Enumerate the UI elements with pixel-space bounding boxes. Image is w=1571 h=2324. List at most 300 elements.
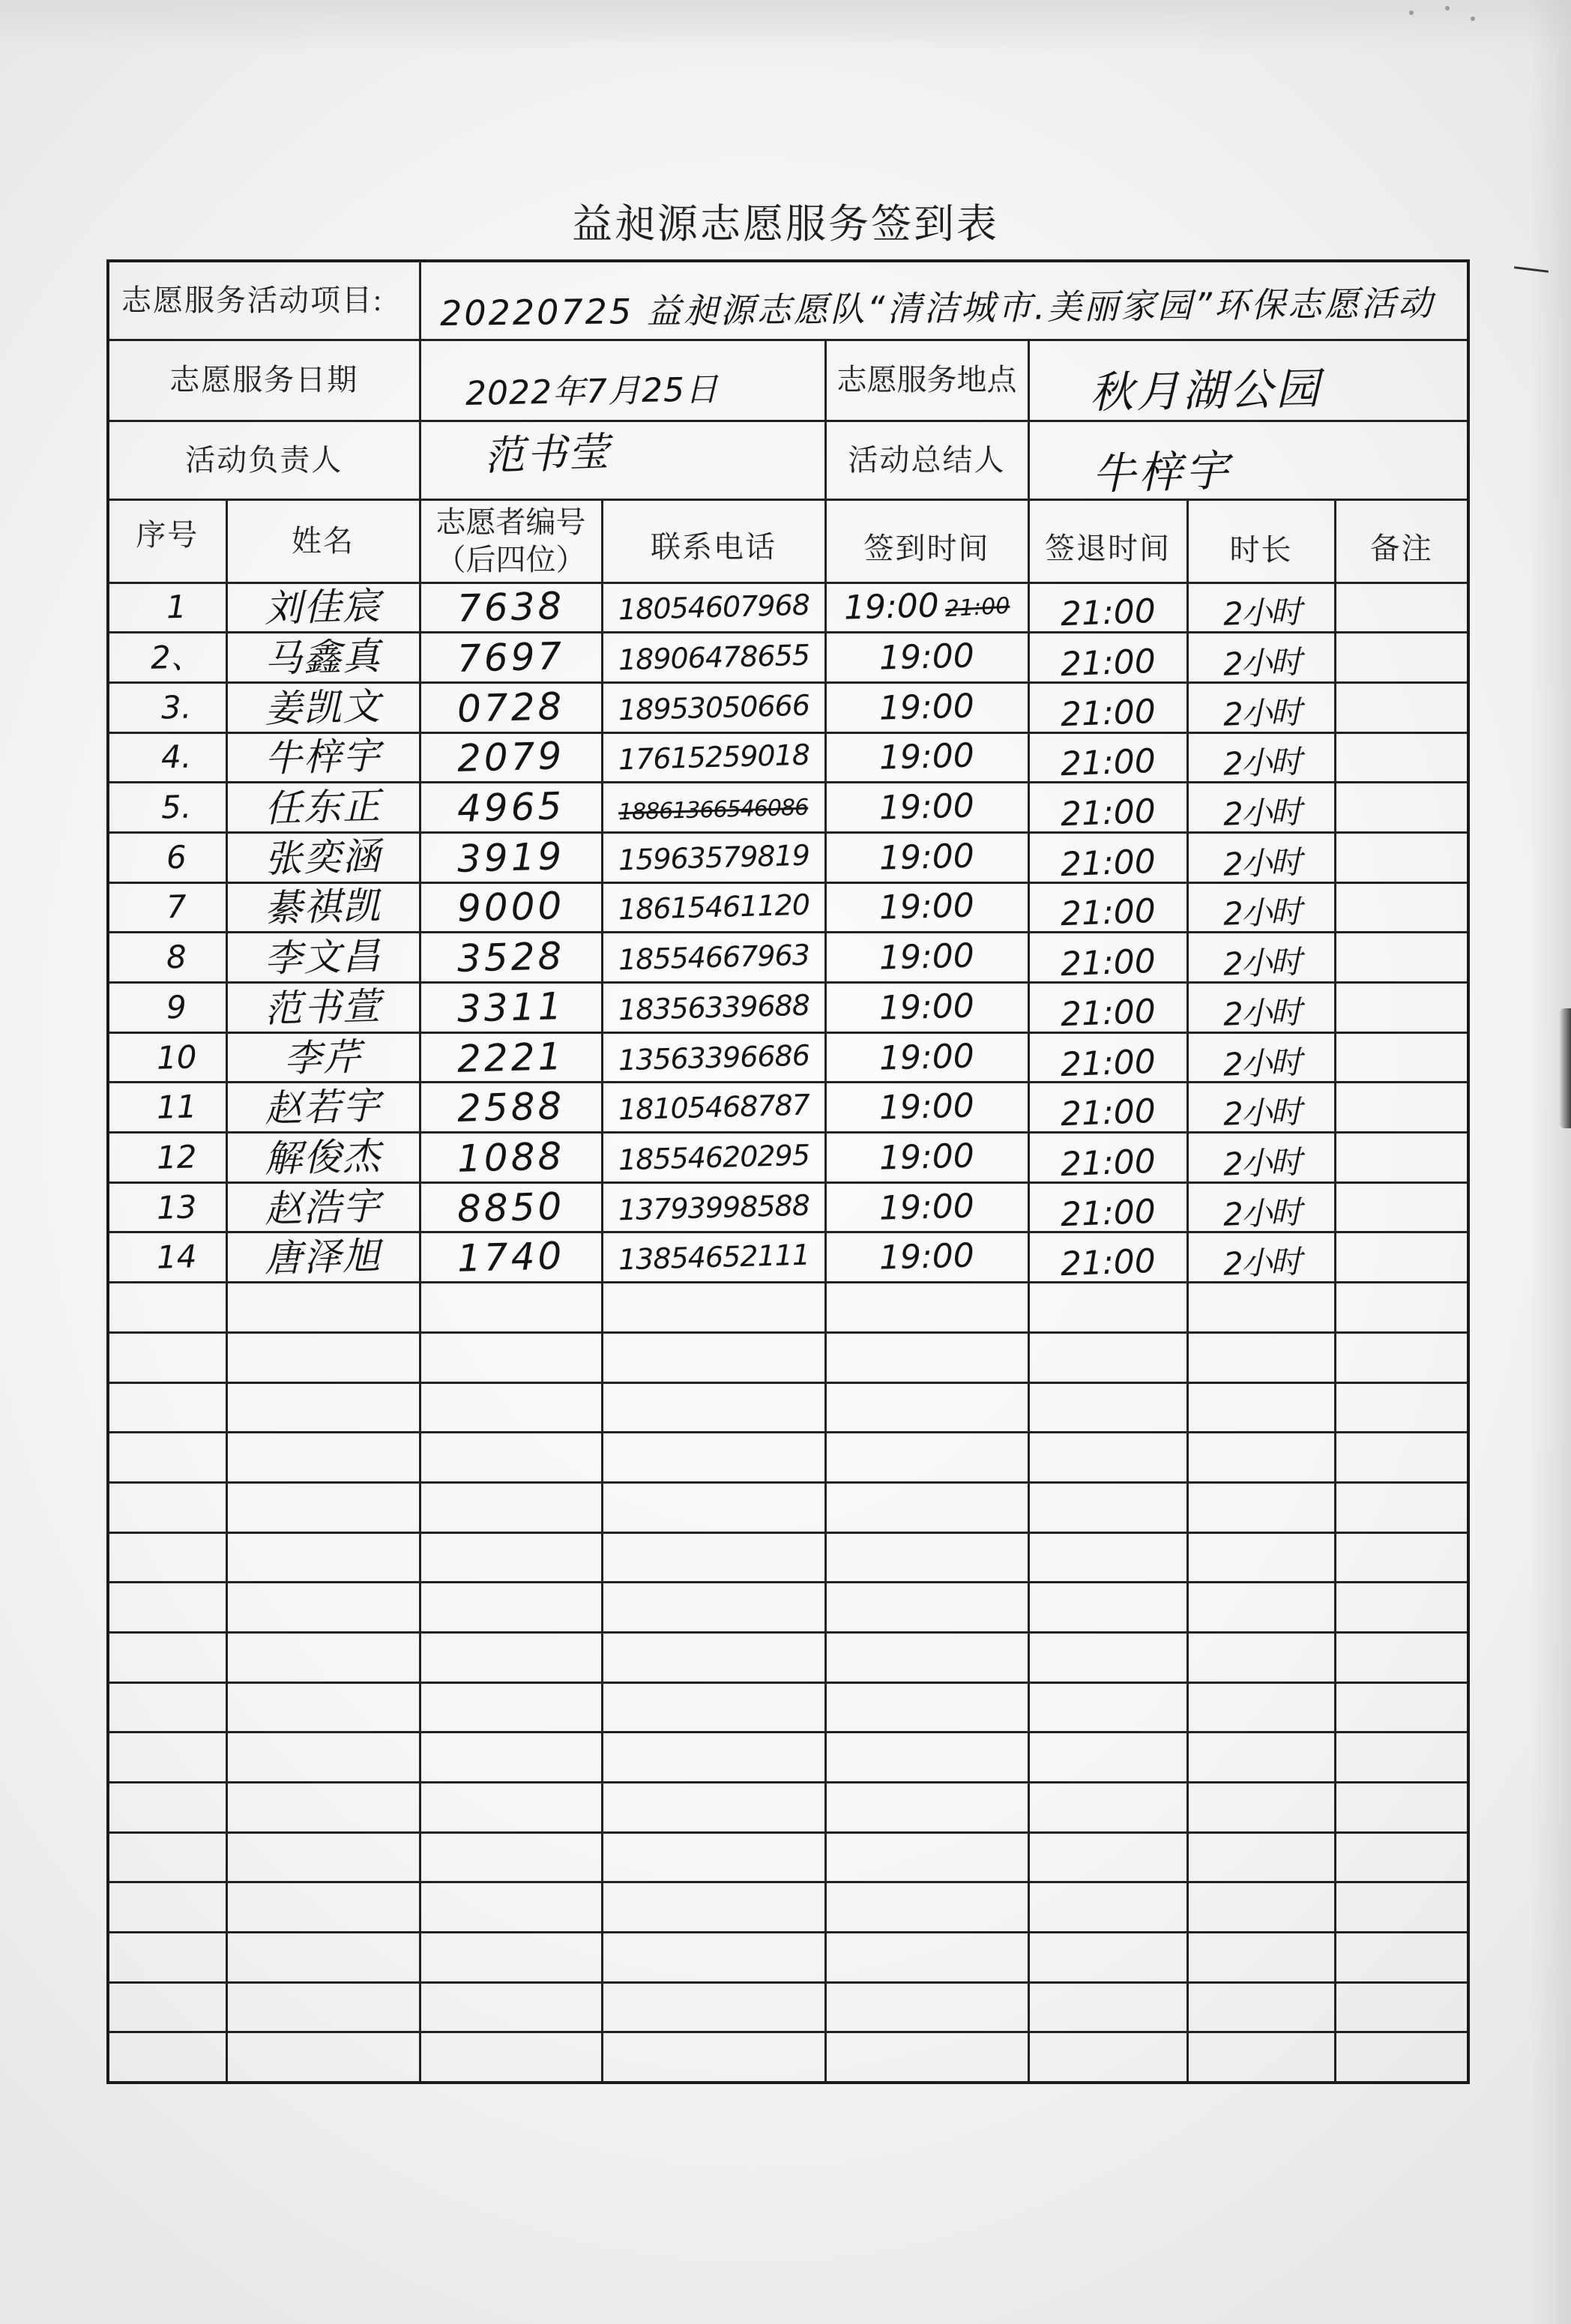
cell-id	[420, 582, 602, 633]
cell-sign-out	[1028, 1433, 1187, 1483]
cell-sign-in	[825, 1882, 1028, 1933]
cell-sign-in	[825, 682, 1028, 732]
cell-remarks	[1335, 1032, 1468, 1083]
cell-id	[420, 1832, 602, 1882]
cell-remarks	[1335, 1733, 1468, 1783]
cell-remarks	[1335, 1882, 1468, 1933]
handwritten-sign-in: 19:00	[878, 736, 975, 778]
empty-row	[108, 1283, 1468, 1333]
cell-id	[420, 732, 602, 783]
paper-edge-shadow-top	[0, 0, 1571, 52]
cell-seq	[108, 1583, 226, 1633]
cell-phone	[602, 2032, 825, 2083]
cell-name	[226, 1083, 420, 1133]
cell-name	[226, 1133, 420, 1183]
cell-sign-in	[825, 1332, 1028, 1382]
cell-sign-in	[825, 1482, 1028, 1532]
header-remarks	[1335, 499, 1468, 582]
handwritten-sign-out: 21:00	[1059, 1042, 1157, 1084]
cell-remarks	[1335, 1982, 1468, 2032]
cell-name	[226, 983, 420, 1033]
handwritten-id: 7638	[456, 584, 565, 631]
cell-remarks	[1335, 633, 1468, 683]
header-name-label: 姓名	[292, 523, 355, 558]
cell-sign-out	[1028, 732, 1187, 783]
cell-sign-in	[825, 1682, 1028, 1733]
cell-duration	[1187, 1933, 1335, 1983]
handwritten-sign-in: 19:00	[878, 1036, 975, 1078]
cell-name	[226, 1882, 420, 1933]
cell-id	[420, 1982, 602, 2032]
empty-row	[108, 1382, 1468, 1433]
cell-sign-in	[825, 1933, 1028, 1983]
handwritten-phone: 13793998588	[617, 1188, 810, 1226]
cell-phone	[602, 882, 825, 933]
cell-remarks	[1335, 882, 1468, 933]
cell-name	[226, 682, 420, 732]
cell-duration	[1187, 1982, 1335, 2032]
table-row	[108, 732, 1468, 783]
cell-id	[420, 1032, 602, 1083]
cell-id	[420, 1532, 602, 1583]
handwritten-sign-out: 21:00	[1059, 942, 1157, 984]
cell-id	[420, 832, 602, 882]
cell-phone	[602, 832, 825, 882]
cell-duration	[1187, 933, 1335, 983]
handwritten-id: 9000	[456, 884, 565, 931]
cell-name	[226, 1982, 420, 2032]
header-volunteer-id-label: 志愿者编号	[435, 505, 586, 539]
date-label-cell	[108, 340, 420, 421]
cell-phone	[602, 1982, 825, 2032]
cell-id	[420, 2032, 602, 2083]
cell-seq	[108, 1382, 226, 1433]
cell-remarks	[1335, 1382, 1468, 1433]
handwritten-id: 0728	[456, 684, 565, 731]
cell-seq	[108, 582, 226, 633]
project-value-cell	[420, 261, 1468, 340]
page-title: 益昶源志愿服务签到表	[572, 202, 999, 247]
handwritten-sign-out: 21:00	[1059, 692, 1157, 734]
cell-id	[420, 1283, 602, 1333]
cell-duration	[1187, 1182, 1335, 1232]
cell-remarks	[1335, 1482, 1468, 1532]
handwritten-id: 7697	[456, 634, 565, 681]
cell-phone	[602, 1783, 825, 1833]
handwritten-seq: 4.	[160, 738, 192, 776]
handwritten-sign-in: 19:00	[878, 636, 975, 678]
cell-remarks	[1335, 1532, 1468, 1583]
cell-sign-in	[825, 1032, 1028, 1083]
handwritten-duration: 2小时	[1222, 1193, 1300, 1233]
cell-sign-in	[825, 1283, 1028, 1333]
cell-sign-out	[1028, 1332, 1187, 1382]
cell-duration	[1187, 582, 1335, 633]
cell-phone	[602, 1882, 825, 1933]
sign-in-table	[106, 259, 1470, 2084]
handwritten-phone: 18554620295	[617, 1138, 810, 1177]
table-row	[108, 983, 1468, 1033]
handwritten-phone: 18554667963	[617, 938, 810, 977]
cell-seq	[108, 983, 226, 1033]
table-row	[108, 832, 1468, 882]
cell-duration	[1187, 1532, 1335, 1583]
handwritten-sign-out: 21:00	[1059, 742, 1157, 784]
header-sign-out	[1028, 499, 1187, 582]
cell-seq	[108, 1532, 226, 1583]
cell-remarks	[1335, 1083, 1468, 1133]
header-seq-label: 序号	[136, 517, 199, 552]
cell-sign-out	[1028, 1532, 1187, 1583]
cell-remarks	[1335, 1182, 1468, 1232]
cell-sign-out	[1028, 882, 1187, 933]
handwritten-seq: 6	[166, 838, 187, 876]
cell-sign-out	[1028, 933, 1187, 983]
cell-sign-in	[825, 1982, 1028, 2032]
handwritten-seq: 8	[166, 938, 187, 976]
cell-sign-in	[825, 633, 1028, 683]
empty-row	[108, 1632, 1468, 1682]
cell-id	[420, 1232, 602, 1283]
cell-duration	[1187, 832, 1335, 882]
handwritten-phone: 15963579819	[617, 838, 810, 877]
summarizer-value-cell	[1028, 421, 1468, 499]
cell-name	[226, 732, 420, 783]
table-row	[108, 1133, 1468, 1183]
cell-sign-out	[1028, 633, 1187, 683]
cell-duration	[1187, 1133, 1335, 1183]
cell-id	[420, 1433, 602, 1483]
cell-phone	[602, 633, 825, 683]
empty-row	[108, 1733, 1468, 1783]
cell-id	[420, 882, 602, 933]
cell-sign-out	[1028, 1783, 1187, 1833]
cell-id	[420, 1682, 602, 1733]
cell-name	[226, 1783, 420, 1833]
cell-remarks	[1335, 783, 1468, 833]
cell-id	[420, 1783, 602, 1833]
cell-id	[420, 1182, 602, 1232]
cell-id	[420, 1933, 602, 1983]
cell-name	[226, 882, 420, 933]
cell-duration	[1187, 1632, 1335, 1682]
cell-phone	[602, 682, 825, 732]
date-value: 2022年7月25日	[465, 370, 719, 413]
cell-name	[226, 1032, 420, 1083]
leader-label-cell	[108, 421, 420, 499]
cell-remarks	[1335, 1933, 1468, 1983]
table-row	[108, 1032, 1468, 1083]
handwritten-duration: 2小时	[1222, 793, 1300, 833]
project-value: 20220725 益昶源志愿队“清洁城市.美丽家园”环保志愿活动	[439, 282, 1435, 334]
handwritten-id: 4965	[456, 784, 565, 831]
header-volunteer-id	[420, 499, 602, 582]
handwritten-seq: 2、	[150, 638, 203, 676]
handwritten-name: 李文昌	[264, 934, 382, 981]
handwritten-sign-out: 21:00	[1059, 792, 1157, 834]
header-sign-in-label: 签到时间	[863, 531, 990, 565]
handwritten-phone: 18953050666	[617, 688, 810, 727]
cell-duration	[1187, 983, 1335, 1033]
project-label: 志愿服务活动项目:	[121, 283, 384, 317]
cell-sign-out	[1028, 1482, 1187, 1532]
location-value: 秋月湖公园	[1088, 363, 1323, 418]
cell-phone	[602, 1933, 825, 1983]
cell-sign-out	[1028, 1083, 1187, 1133]
cell-duration	[1187, 1332, 1335, 1382]
handwritten-sign-in: 19:00	[878, 687, 975, 728]
cell-duration	[1187, 1232, 1335, 1283]
cell-duration	[1187, 882, 1335, 933]
cell-phone	[602, 1133, 825, 1183]
cell-remarks	[1335, 1133, 1468, 1183]
cell-seq	[108, 1232, 226, 1283]
handwritten-sign-out: 21:00	[1059, 892, 1157, 934]
cell-phone	[602, 1682, 825, 1733]
cell-duration	[1187, 1583, 1335, 1633]
cell-duration	[1187, 1283, 1335, 1333]
table-row	[108, 1083, 1468, 1133]
cell-id	[420, 1332, 602, 1382]
handwritten-phone: 18861366546086	[618, 794, 809, 826]
handwritten-name: 姜凯文	[264, 684, 382, 731]
header-seq	[108, 499, 226, 582]
cell-name	[226, 1583, 420, 1633]
handwritten-phone: 17615259018	[617, 738, 810, 777]
handwritten-phone: 18356339688	[617, 988, 810, 1027]
empty-row	[108, 1433, 1468, 1483]
handwritten-name: 解俊杰	[264, 1134, 382, 1181]
cell-remarks	[1335, 1832, 1468, 1882]
cell-sign-in	[825, 1133, 1028, 1183]
cell-seq	[108, 1083, 226, 1133]
cell-id	[420, 682, 602, 732]
cell-phone	[602, 1332, 825, 1382]
handwritten-name: 綦祺凯	[264, 884, 382, 931]
cell-phone	[602, 1632, 825, 1682]
header-phone	[602, 499, 825, 582]
handwritten-duration: 2小时	[1222, 893, 1300, 933]
leader-value-cell	[420, 421, 825, 499]
handwritten-sign-out: 21:00	[1059, 1092, 1157, 1134]
cell-sign-in	[825, 1083, 1028, 1133]
handwritten-sign-in: 19:00	[878, 786, 975, 828]
handwritten-name: 李芹	[283, 1035, 363, 1080]
cell-remarks	[1335, 983, 1468, 1033]
handwritten-phone: 18054607968	[617, 588, 810, 627]
cell-id	[420, 1482, 602, 1532]
cell-sign-out	[1028, 1382, 1187, 1433]
cell-name	[226, 633, 420, 683]
handwritten-sign-in: 19:00	[878, 1086, 975, 1128]
cell-sign-in	[825, 1832, 1028, 1882]
table-row	[108, 933, 1468, 983]
handwritten-duration: 2小时	[1222, 1093, 1300, 1133]
cell-sign-out	[1028, 1182, 1187, 1232]
cell-seq	[108, 1982, 226, 2032]
handwritten-seq: 11	[155, 1088, 197, 1126]
handwritten-sign-in: 19:00	[878, 1236, 975, 1277]
cell-name	[226, 1532, 420, 1583]
cell-sign-out	[1028, 1933, 1187, 1983]
cell-id	[420, 1133, 602, 1183]
info-section	[108, 261, 1468, 582]
header-sign-out-label: 签退时间	[1045, 531, 1171, 565]
cell-phone	[602, 1083, 825, 1133]
handwritten-duration: 2小时	[1222, 843, 1300, 883]
handwritten-sign-in: 19:00	[878, 1186, 975, 1228]
handwritten-duration: 2小时	[1222, 943, 1300, 983]
cell-sign-in	[825, 1783, 1028, 1833]
handwritten-id: 2221	[456, 1034, 565, 1081]
cell-seq	[108, 2032, 226, 2083]
cell-name	[226, 1632, 420, 1682]
cell-id	[420, 933, 602, 983]
cell-phone	[602, 582, 825, 633]
info-row-project	[108, 261, 1468, 340]
handwritten-id: 1088	[456, 1134, 565, 1181]
handwritten-name: 赵浩宇	[264, 1184, 382, 1231]
handwritten-sign-out: 21:00	[1059, 1242, 1157, 1284]
leader-label: 活动负责人	[185, 442, 343, 477]
cell-phone	[602, 1832, 825, 1882]
cell-name	[226, 1283, 420, 1333]
cell-sign-out	[1028, 1283, 1187, 1333]
cell-seq	[108, 882, 226, 933]
cell-phone	[602, 1433, 825, 1483]
table-row	[108, 783, 1468, 833]
cell-name	[226, 933, 420, 983]
handwritten-name: 牛梓宇	[264, 734, 382, 781]
handwritten-sign-out: 21:00	[1059, 1192, 1157, 1234]
handwritten-sign-in: 19:00	[878, 987, 975, 1028]
empty-row	[108, 1783, 1468, 1833]
cell-phone	[602, 1232, 825, 1283]
cell-phone	[602, 983, 825, 1033]
handwritten-seq: 1	[166, 588, 187, 626]
cell-sign-out	[1028, 1882, 1187, 1933]
cell-name	[226, 1933, 420, 1983]
handwritten-id: 3311	[456, 984, 565, 1031]
handwritten-duration: 2小时	[1222, 1243, 1300, 1283]
cell-sign-in	[825, 1182, 1028, 1232]
crossed-out-sign-in: 21:00	[944, 593, 1010, 623]
cell-id	[420, 1733, 602, 1783]
cell-id	[420, 1382, 602, 1433]
cell-seq	[108, 832, 226, 882]
cell-seq	[108, 783, 226, 833]
cell-duration	[1187, 1083, 1335, 1133]
table-row	[108, 1182, 1468, 1232]
header-duration-label: 时长	[1229, 532, 1293, 567]
cell-sign-out	[1028, 2032, 1187, 2083]
cell-name	[226, 1733, 420, 1783]
cell-seq	[108, 1283, 226, 1333]
cell-remarks	[1335, 1232, 1468, 1283]
cell-phone	[602, 783, 825, 833]
handwritten-id: 2588	[456, 1084, 565, 1131]
header-remarks-label: 备注	[1369, 531, 1433, 565]
cell-duration	[1187, 1733, 1335, 1783]
handwritten-name: 赵若宇	[264, 1084, 382, 1131]
handwritten-id: 3919	[456, 834, 565, 881]
handwritten-sign-in: 19:00	[878, 886, 975, 928]
handwritten-name: 张奕涵	[264, 834, 382, 881]
cell-sign-out	[1028, 832, 1187, 882]
cell-seq	[108, 1482, 226, 1532]
cell-sign-in	[825, 1583, 1028, 1633]
summarizer-label: 活动总结人	[848, 442, 1006, 477]
cell-sign-out	[1028, 783, 1187, 833]
cell-duration	[1187, 1832, 1335, 1882]
cell-id	[420, 1583, 602, 1633]
handwritten-phone: 13563396686	[617, 1038, 810, 1077]
cell-remarks	[1335, 2032, 1468, 2083]
cell-duration	[1187, 783, 1335, 833]
cell-remarks	[1335, 1783, 1468, 1833]
handwritten-duration: 2小时	[1222, 593, 1300, 633]
handwritten-name: 范书萱	[264, 984, 382, 1031]
handwritten-name: 唐泽旭	[264, 1234, 382, 1281]
cell-name	[226, 1433, 420, 1483]
cell-seq	[108, 1933, 226, 1983]
handwritten-name: 任东正	[264, 784, 382, 831]
cell-phone	[602, 1532, 825, 1583]
cell-duration	[1187, 1783, 1335, 1833]
handwritten-sign-in: 19:00	[843, 586, 940, 627]
column-header-row	[108, 499, 1468, 582]
handwritten-phone: 13854652111	[617, 1238, 810, 1277]
paper-edge-shadow-right	[1529, 0, 1571, 2324]
paper-speck	[1471, 16, 1475, 21]
cell-name	[226, 1232, 420, 1283]
cell-remarks	[1335, 1332, 1468, 1382]
cell-sign-out	[1028, 582, 1187, 633]
handwritten-duration: 2小时	[1222, 693, 1300, 733]
leader-value: 范书莹	[483, 427, 611, 480]
cell-seq	[108, 1882, 226, 1933]
cell-seq	[108, 933, 226, 983]
cell-sign-out	[1028, 1632, 1187, 1682]
summarizer-value: 牛梓宇	[1091, 445, 1232, 499]
handwritten-duration: 2小时	[1222, 993, 1300, 1033]
cell-seq	[108, 1682, 226, 1733]
cell-seq	[108, 1433, 226, 1483]
table-row	[108, 682, 1468, 732]
cell-phone	[602, 1382, 825, 1433]
empty-row	[108, 1982, 1468, 2032]
handwritten-sign-in: 19:00	[878, 1137, 975, 1178]
cell-sign-in	[825, 933, 1028, 983]
cell-remarks	[1335, 682, 1468, 732]
cell-seq	[108, 1133, 226, 1183]
handwritten-name: 刘佳宸	[264, 584, 382, 631]
paper-speck	[1445, 6, 1450, 10]
handwritten-seq: 9	[166, 988, 187, 1026]
info-row-date-location	[108, 340, 1468, 421]
cell-seq	[108, 732, 226, 783]
cell-name	[226, 1482, 420, 1532]
paper-speck	[1409, 10, 1414, 15]
handwritten-duration: 2小时	[1222, 643, 1300, 683]
cell-remarks	[1335, 732, 1468, 783]
header-name	[226, 499, 420, 582]
summarizer-label-cell	[825, 421, 1028, 499]
empty-row	[108, 1832, 1468, 1882]
handwritten-seq: 12	[155, 1138, 197, 1176]
handwritten-duration: 2小时	[1222, 743, 1300, 783]
handwritten-seq: 14	[155, 1238, 197, 1276]
